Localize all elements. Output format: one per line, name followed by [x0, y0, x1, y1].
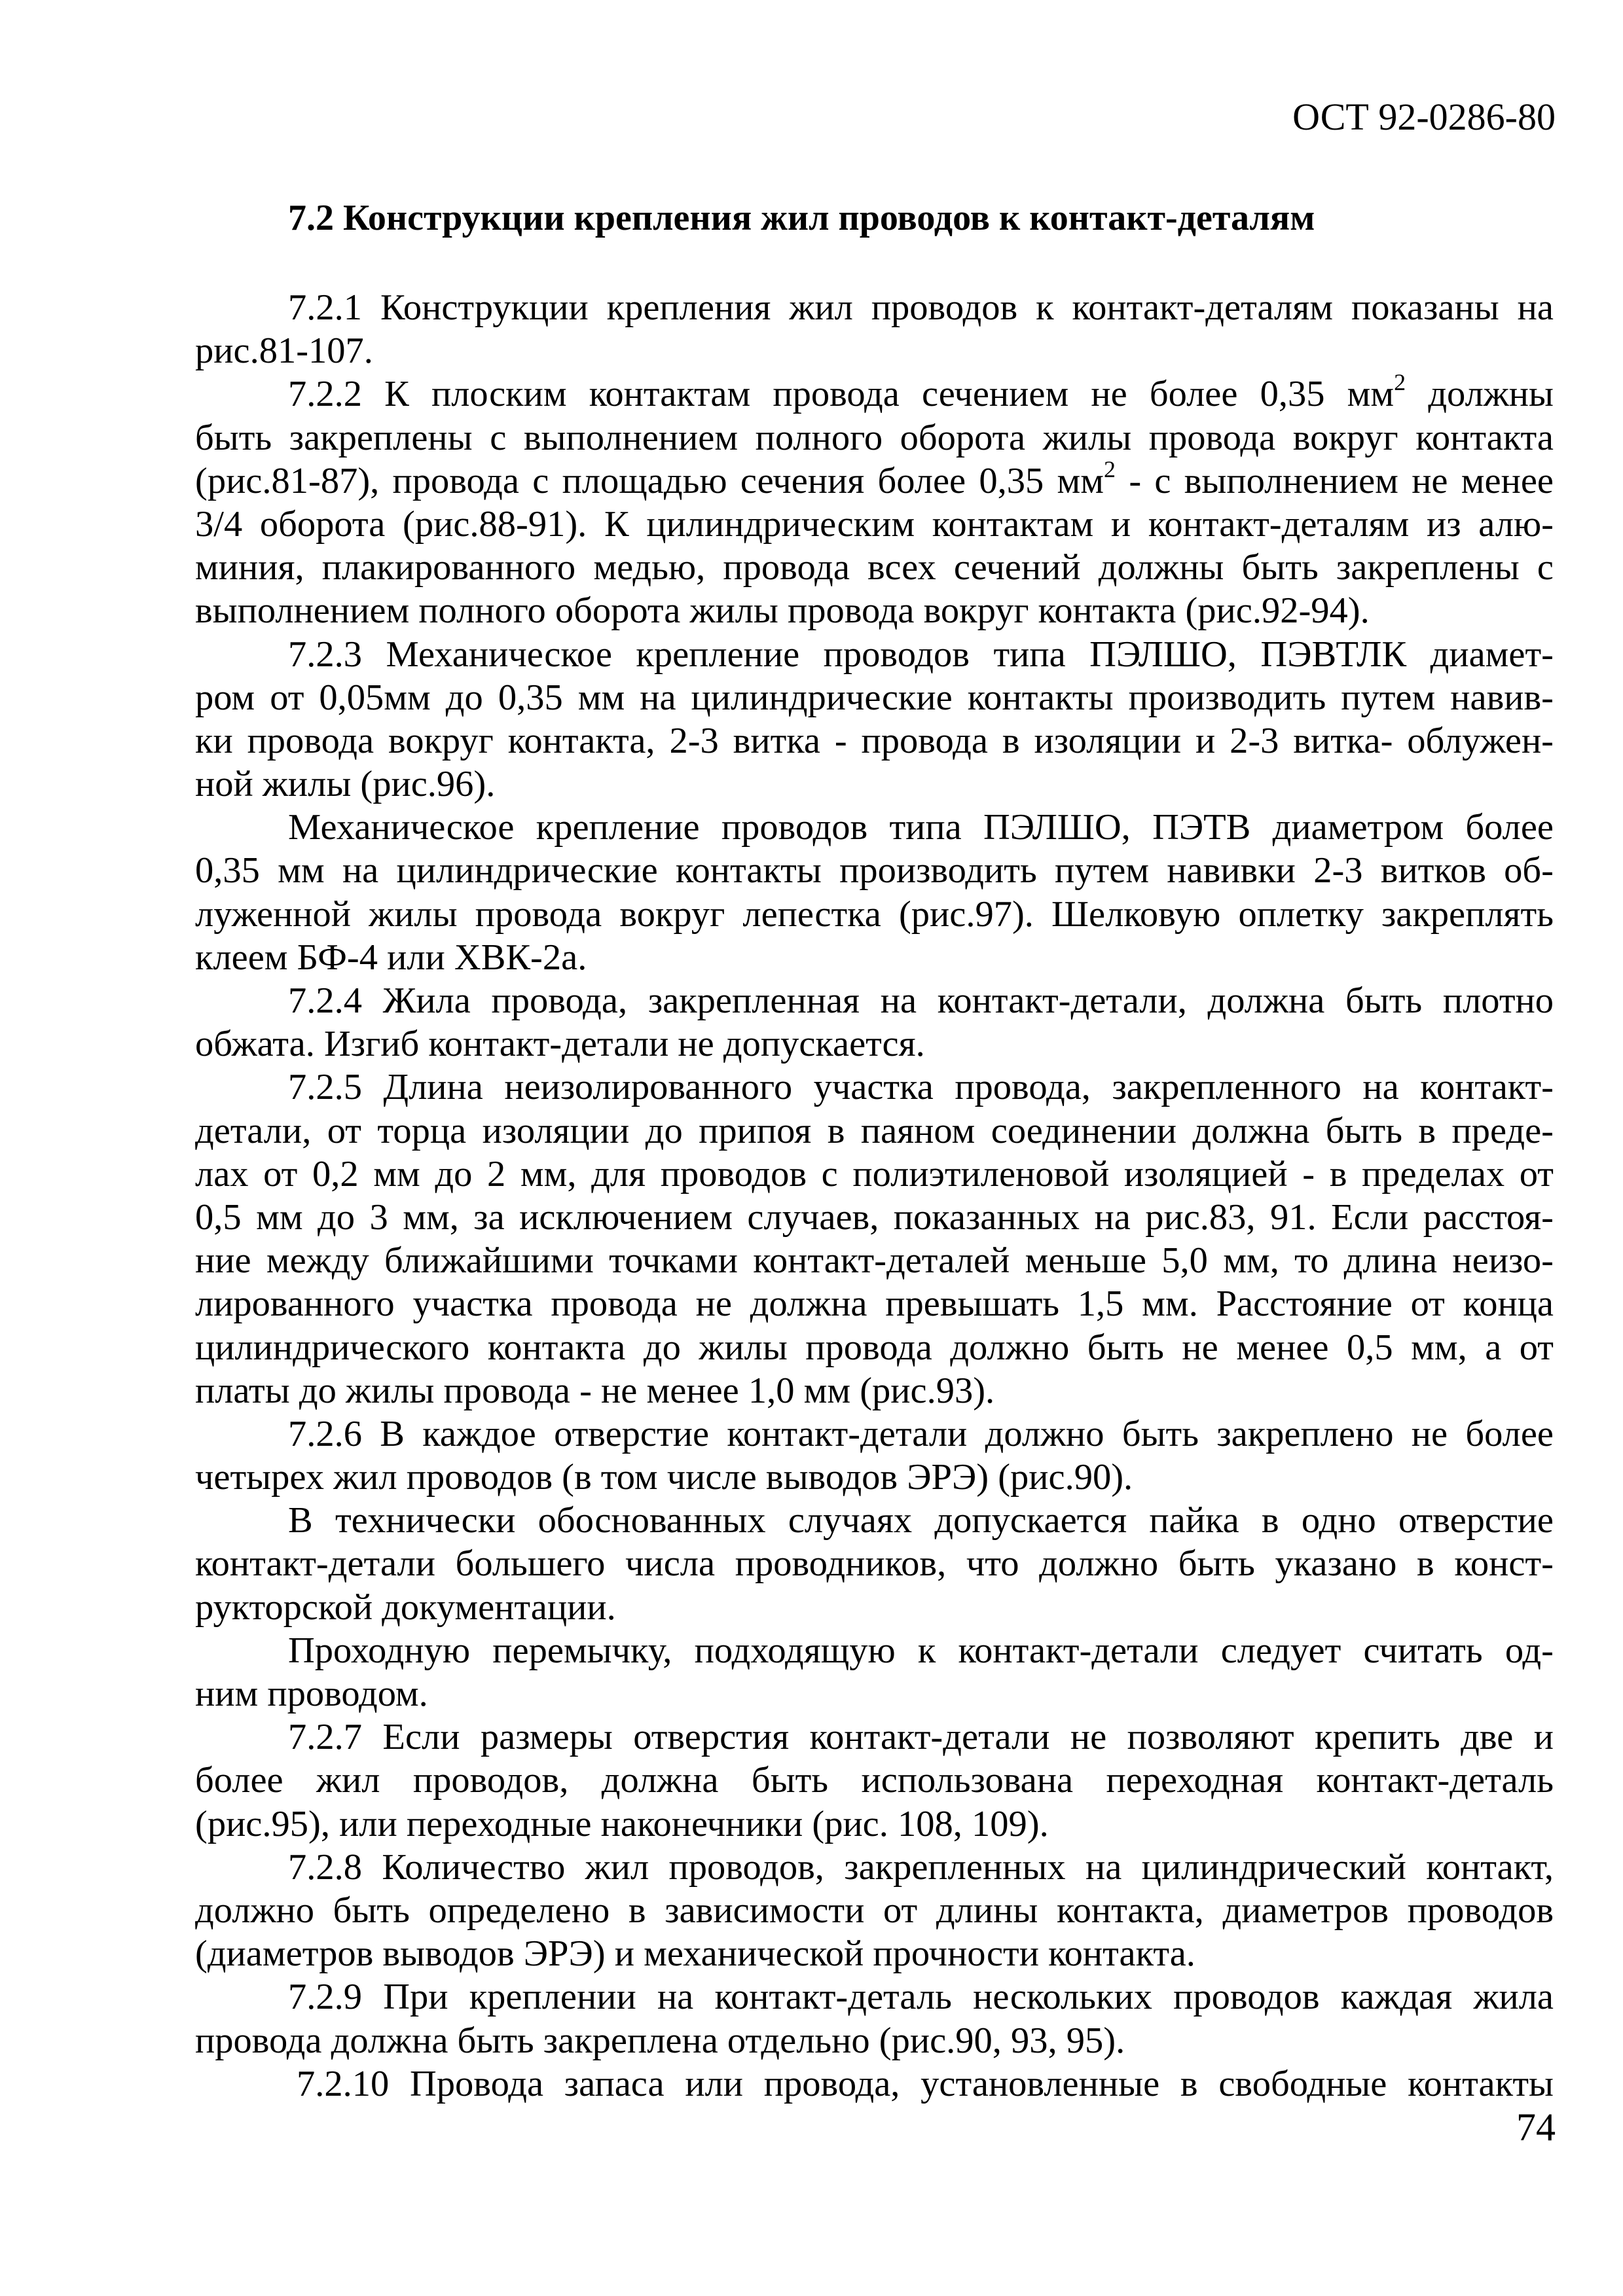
text-line: 0,5 мм до 3 мм, за исключением случаев, показанных на рис.83, 91. Если расстоя-: [195, 1196, 1554, 1238]
text-line: рукторской документации.: [195, 1587, 616, 1628]
text-line: цилиндрического контакта до жилы провода должно быть не менее 0,5 мм, а от: [195, 1327, 1554, 1368]
text-line: платы до жилы провода - не менее 1,0 мм (рис.93).: [195, 1370, 995, 1411]
text-line: рис.81-107.: [195, 331, 373, 372]
text-line: 0,35 мм на цилиндрические контакты производить путем навивки 2-3 витков об-: [195, 850, 1554, 891]
text-line: 7.2.7 Если размеры отверстия контакт-детали не позволяют крепить две и: [288, 1717, 1554, 1758]
text-line: 7.2.8 Количество жил проводов, закрепленных на цилиндрический контакт,: [288, 1846, 1554, 1888]
text-line: ной жилы (рис.96).: [195, 764, 496, 805]
text-line: Проходную перемычку, подходящую к контакт-детали следует считать од-: [288, 1630, 1554, 1671]
text-line: выполнением полного оборота жилы провода вокруг контакта (рис.92-94).: [195, 590, 1370, 632]
text-line: 7.2.4 Жила провода, закрепленная на контакт-детали, должна быть плотно: [288, 980, 1554, 1021]
text-line: 7.2.2 К плоским контактам провода сечением не более 0,35 $мм^2$ должны: [288, 369, 1554, 415]
body-text: [195, 286, 1554, 2106]
text-line: Механическое крепление проводов типа ПЭЛШО, ПЭТВ диаметром более: [288, 807, 1554, 848]
text-line: 3/4 оборота (рис.88-91). К цилиндрическим контактам и контакт-деталям из алю-: [195, 503, 1554, 545]
text-line: лированного участка провода не должна превышать 1,5 мм. Расстояние от конца: [195, 1283, 1554, 1325]
text-line: 7.2.1 Конструкции крепления жил проводов к контакт-деталям показаны на: [288, 287, 1554, 328]
text-line: 7.2.9 При креплении на контакт-деталь нескольких проводов каждая жила: [288, 1977, 1554, 2018]
text-line: 7.2.6 В каждое отверстие контакт-детали должно быть закреплено не более: [288, 1413, 1554, 1454]
page-number: 74: [1516, 2106, 1556, 2149]
text-line: (диаметров выводов ЭРЭ) и механической прочности контакта.: [195, 1933, 1195, 1975]
text-line: В технически обоснованных случаях допускается пайка в одно отверстие: [288, 1500, 1554, 1541]
text-line: миния, плакированного медью, провода всех сечений должны быть закреплены с: [195, 547, 1554, 588]
text-line: 7.2.5 Длина неизолированного участка провода, закрепленного на контакт-: [288, 1067, 1554, 1108]
text-line: 7.2.10 Провода запаса или провода, установленные в свободные контакты: [297, 2063, 1554, 2104]
superscript: 2: [1394, 369, 1406, 396]
text-line: 7.2.3 Механическое крепление проводов типа ПЭЛШО, ПЭВТЛК диамет-: [288, 634, 1554, 675]
text-line: должно быть определено в зависимости от длины контакта, диаметров проводов: [195, 1890, 1554, 1931]
text-line: более жил проводов, должна быть использована переходная контакт-деталь: [195, 1760, 1554, 1801]
text-line: ним проводом.: [195, 1674, 428, 1714]
superscript: 2: [1104, 456, 1116, 482]
text-line: четырех жил проводов (в том числе выводов ЭРЭ) (рис.90).: [195, 1457, 1133, 1498]
section-title: 7.2 Конструкции крепления жил проводов к контакт-деталям: [288, 198, 1315, 238]
text-line: (рис.95), или переходные наконечники (рис. 108, 109).: [195, 1803, 1049, 1844]
document-code: ОСТ 92-0286-80: [1292, 96, 1556, 138]
text-line: лах от 0,2 мм до 2 мм, для проводов с полиэтиленовой изоляцией - в пределах от: [195, 1153, 1554, 1194]
text-line: быть закреплены с выполнением полного оборота жилы провода вокруг контакта: [195, 417, 1554, 458]
text-line: клеем БФ-4 или ХВК-2а.: [195, 937, 587, 978]
text-line: провода должна быть закреплена отдельно (рис.90, 93, 95).: [195, 2020, 1125, 2061]
text-line: ром от 0,05мм до 0,35 мм на цилиндрические контакты производить путем навив-: [195, 677, 1554, 718]
text-line: луженной жилы провода вокруг лепестка (рис.97). Шелковую оплетку закреплять: [195, 893, 1554, 935]
text-line: обжата. Изгиб контакт-детали не допускается.: [195, 1024, 925, 1065]
text-line: ки провода вокруг контакта, 2-3 витка - провода в изоляции и 2-3 витка- облужен-: [195, 720, 1554, 761]
text-line: детали, от торца изоляции до припоя в паяном соединении должна быть в преде-: [195, 1110, 1554, 1151]
text-line: контакт-детали большего числа проводников, что должно быть указано в конст-: [195, 1543, 1554, 1585]
text-line: ние между ближайшими точками контакт-деталей меньше 5,0 мм, то длина неизо-: [195, 1240, 1554, 1282]
text-line: (рис.81-87), провода с площадью сечения более 0,35 $мм^2$ - с выполнением не менее: [195, 456, 1554, 501]
